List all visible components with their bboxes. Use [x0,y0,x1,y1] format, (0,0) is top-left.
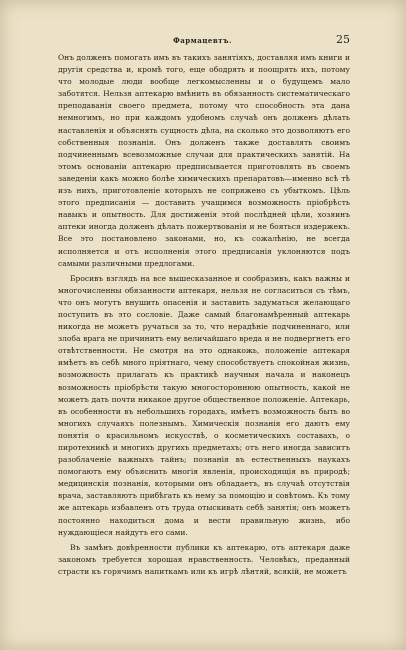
body-text [58,52,350,578]
paragraph: Онъ долженъ помогать имъ въ такихъ занятіяхъ, доставляя имъ книги и другія средства и, кромѣ того, еще ободрять и поощрять ихъ, потому что молодые люди вообще легкомысленны и о будущемъ мало заботятся. Нельзя аптекарю вмѣнить въ обязанность систематическаго преподаванія своего предмета, потому что способность эта дана немногимъ, но при каждомъ удобномъ случаѣ онъ долженъ дѣлать наставленія и объяснять сущность дѣла, на сколько это дозволяютъ его собственныя познанія. Онъ долженъ также доставлять своимъ подчиненнымъ всевозможные случаи для практическихъ занятій. На этомъ основаніи аптекарю предписывается приготовлять въ своемъ заведеніи какъ можно болѣе химическихъ препаратовъ—именно всѣ тѣ изъ нихъ, приготовленіе которыхъ не сопряжено съ убыткомъ. Цѣль этого предписанія — доставить учащимся возможность пріобрѣсть навыкъ и опытность. Для достиженія этой послѣдней цѣли, хозяинъ аптеки иногда долженъ дѣлать пожертвованія и не бояться издержекъ. Все это постановлено законами, но, къ сожалѣнію, не всегда исполняется и отъ исполненія этого предписанія уклоняются подъ самыми различными предлогами. [58,53,350,268]
paragraph: Въ замѣнъ довѣренности публики къ аптекарю, отъ аптекаря даже закономъ требуется хорошая нравственность. Человѣкъ, преданный страсти къ горячимъ напиткамъ или къ игрѣ лѣнтяй, всякій, не можетъ [58,542,350,576]
page-number: 25 [336,33,350,46]
page-header [55,33,350,50]
running-head: Фармацевтъ. [173,36,232,45]
paragraph: Бросивъ взглядъ на все вышесказанное и сообразивъ, какъ важны и многочисленны обязанности аптекаря, нельзя не согласиться съ тѣмъ, что онъ могутъ внушить опасенія и заставить задуматься желающаго поступить въ это сословіе. Даже самый благонамѣренный аптекарь никогда не можетъ ручаться за то, что нерадѣніе подчиненнаго, или злоба врага не причинитъ ему величайшаго вреда и не подвергнетъ его отвѣтственности. Не смотря на это однакожь, положеніе аптекаря имѣетъ въ себѣ много пріятнаго, чему способствуетъ спокойная жизнь, возможность прилагать къ практикѣ научныя начала и наконецъ возможность пріобрѣсти такую многостороннюю опытность, какой не можетъ дать почти никакое другое общественное положеніе. Аптекарь, въ особенности въ небольшихъ городахъ, имѣетъ возможность быть во многихъ случаяхъ полезнымъ. Химическія познанія его даютъ ему понятія о красильномъ искусствѣ, о косметическихъ составахъ, о пиротехникѣ и многихъ другихъ предметахъ; отъ него иногда зависитъ разоблаченіе важныхъ тайнъ; познанія въ естественныхъ наукахъ помогаютъ ему объяснить многія явленія, происходящія въ природѣ; медицинскія познанія, которыми онъ обладаетъ, въ случаѣ отсутствія врача, заставляютъ прибѣгать къ нему за помощію и совѣтомъ. Къ тому же аптекарь избавленъ отъ труда отыскивать себѣ занятія; онъ можетъ постоянно находиться дома и вести правильную жизнь, ибо нуждающіеся найдутъ его сами. [58,273,350,537]
